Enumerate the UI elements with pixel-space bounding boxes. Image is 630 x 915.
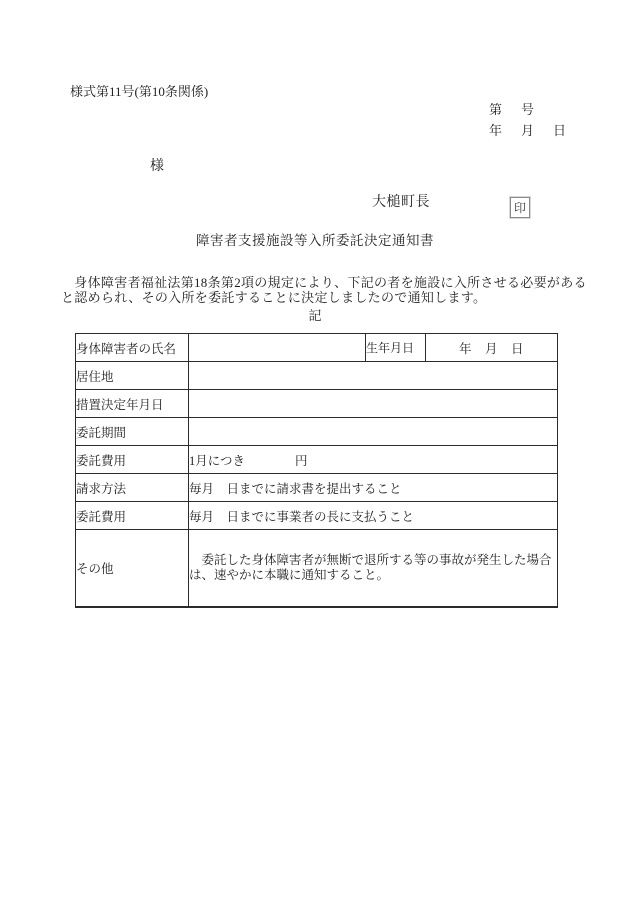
- decision-date-value-cell: [189, 390, 558, 418]
- page-title: 障害者支援施設等入所委託決定通知書: [196, 233, 434, 248]
- doc-meta-block: [489, 99, 569, 141]
- body-line-1: 身体障害者福祉法第18条第2項の規定により、下記の者を施設に入所させる必要がある: [61, 275, 587, 290]
- payment-label: 委託費用: [76, 502, 189, 530]
- form-number: 様式第11号(第10条関係): [70, 84, 209, 99]
- body-line-2: と認められ、その入所を委託することに決定しましたので通知します。: [61, 289, 487, 305]
- birthdate-label: 生年月日: [366, 334, 426, 362]
- issuer-title: 大槌町長: [372, 195, 430, 210]
- table-row-payment: [76, 502, 558, 530]
- table-row-billing-method: [76, 474, 558, 502]
- seal-mark: 印: [510, 197, 530, 218]
- residence-value-cell: [189, 362, 558, 390]
- commission-period-label: 委託期間: [76, 418, 189, 446]
- table-row-commission-fee: [76, 446, 558, 474]
- commission-fee-value-cell: 1月につき 円: [189, 446, 558, 474]
- decision-date-label: 措置決定年月日: [76, 390, 189, 418]
- record-marker: 記: [308, 308, 322, 323]
- body-paragraph: [61, 275, 587, 305]
- table-row-name: [76, 334, 558, 362]
- other-note-line-1: 委託した身体障害者が無断で退所する等の事故が発生した場合: [189, 553, 552, 567]
- notice-table: [75, 333, 558, 608]
- doc-date-line: 年 月 日: [489, 123, 570, 138]
- doc-number-line: 第 号: [489, 102, 538, 117]
- residence-label: 居住地: [76, 362, 189, 390]
- table-row-commission-period: [76, 418, 558, 446]
- table-row-residence: [76, 362, 558, 390]
- other-note-cell: [189, 530, 558, 608]
- billing-method-label: 請求方法: [76, 474, 189, 502]
- table-row-decision-date: [76, 390, 558, 418]
- birthdate-value-cell: 年 月 日: [426, 334, 558, 362]
- name-value-cell: [189, 334, 366, 362]
- addressee-suffix: 様: [150, 159, 164, 174]
- table-row-other: [76, 530, 558, 608]
- name-label: 身体障害者の氏名: [76, 334, 189, 362]
- commission-period-value-cell: [189, 418, 558, 446]
- commission-fee-label: 委託費用: [76, 446, 189, 474]
- billing-method-value-cell: 毎月 日までに請求書を提出すること: [189, 474, 558, 502]
- other-label: その他: [76, 530, 189, 608]
- other-note-line-2: は、速やかに本職に通知すること。: [189, 568, 390, 582]
- payment-value-cell: 毎月 日までに事業者の長に支払うこと: [189, 502, 558, 530]
